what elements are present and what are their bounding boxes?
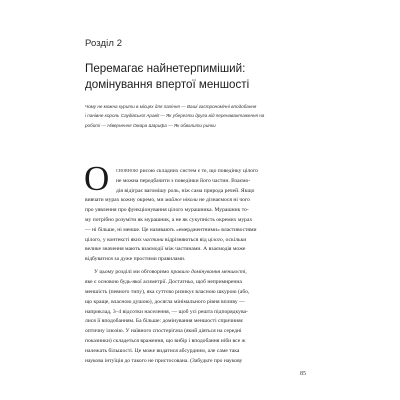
- body-line: дія відіграє вагомішу роль, ніж сама природа речей. Якщо: [116, 187, 255, 194]
- chapter-title-line: Перемагає найнетерпиміший:: [85, 62, 246, 75]
- body-line: наукова інтуїція до такого не пристосована. (Забудьте про наукову: [85, 357, 243, 364]
- body-line-text: рисою складних систем є те, що поведінку цілого: [138, 168, 258, 174]
- body-line: яке є основою будь-якої асиметрії. Достатньо, щоб непримиренна: [85, 279, 242, 286]
- body-line: відбуватися за дуже простими правилами.: [85, 256, 186, 263]
- epigraph-line: і панівне король Саудівської Аравії — Як уберегти друга від перенавантаження на: [85, 113, 265, 119]
- body-line-text: не дізнаємося ні чого: [197, 197, 250, 204]
- chapter-label: Розділ 2: [85, 38, 123, 49]
- body-line: меншість (певного типу), яка суттєво ризикує власною шкурою (або,: [85, 289, 250, 296]
- body-line-text: цілого, у контексті яких: [85, 236, 144, 243]
- body-line: [85, 268, 323, 278]
- body-line-text: У цьому розділі ми обговоримо: [94, 269, 171, 276]
- body-line: велике значення мають взаємодії між частинами. А взаємодія може: [85, 246, 246, 253]
- emphasis: майже ніколи: [164, 197, 198, 204]
- body-line: показники) складеться враження, що вибір і вподобання ніби все ж: [85, 338, 246, 345]
- emphasis: частини: [143, 236, 164, 243]
- emphasis: правило домінування меншості: [170, 269, 246, 276]
- body-line: оптичну ілюзію. У наївного спостерігача (який діяться на середні: [85, 328, 242, 335]
- body-line: [85, 236, 323, 246]
- body-line-text: , оскільки: [222, 236, 247, 243]
- body-line-text: вивчати мурах кожну окремо, ми: [85, 197, 165, 204]
- body-line: належать більшості. Це може видатися абсурдним, але саме така: [85, 347, 240, 354]
- body-line-text: ,: [245, 269, 247, 276]
- body-text: [85, 167, 323, 366]
- chapter-title-line: домінування впертої меншості: [85, 77, 250, 91]
- body-line: — ні більше, ні менше. Це називають «емерджентними» властивостями: [85, 226, 257, 233]
- body-line: що краще, власною душою), досягла мінімального рівня впливу —: [85, 298, 245, 305]
- body-line: му потрібно розуміти як мурашник, а не як сукупність окремих мурах: [85, 216, 253, 223]
- body-line: лися її вподобанням. Ба більше: домінування меншості спричиняє: [85, 318, 244, 325]
- epigraph: [85, 102, 325, 130]
- drop-cap: О: [84, 159, 110, 198]
- epigraph-line: роботі — Нівернення Омара Шарифа — Як обвалити ринки: [85, 122, 216, 128]
- body-line: про уявлення про функціонування цілого мурашника. Мурашник то-: [85, 207, 249, 214]
- body-line: [85, 167, 323, 177]
- page-number: 85: [300, 371, 306, 377]
- body-line: не можна передбачити з поведінки його частин. Взаємо-: [116, 177, 251, 184]
- body-line-text: відрізняються від: [163, 236, 209, 243]
- emphasis: цілого: [208, 236, 223, 243]
- body-line: наприклад, 3–4 відсотки населення, — щоб усі решта підпорядкува-: [85, 308, 248, 315]
- lead-small-caps: сновною: [116, 168, 139, 174]
- chapter-title: [85, 61, 325, 92]
- epigraph-line: Чому не можна курити в місцях для паління — Ваші гастрономічні вподобання: [85, 104, 257, 109]
- body-line: [85, 196, 323, 206]
